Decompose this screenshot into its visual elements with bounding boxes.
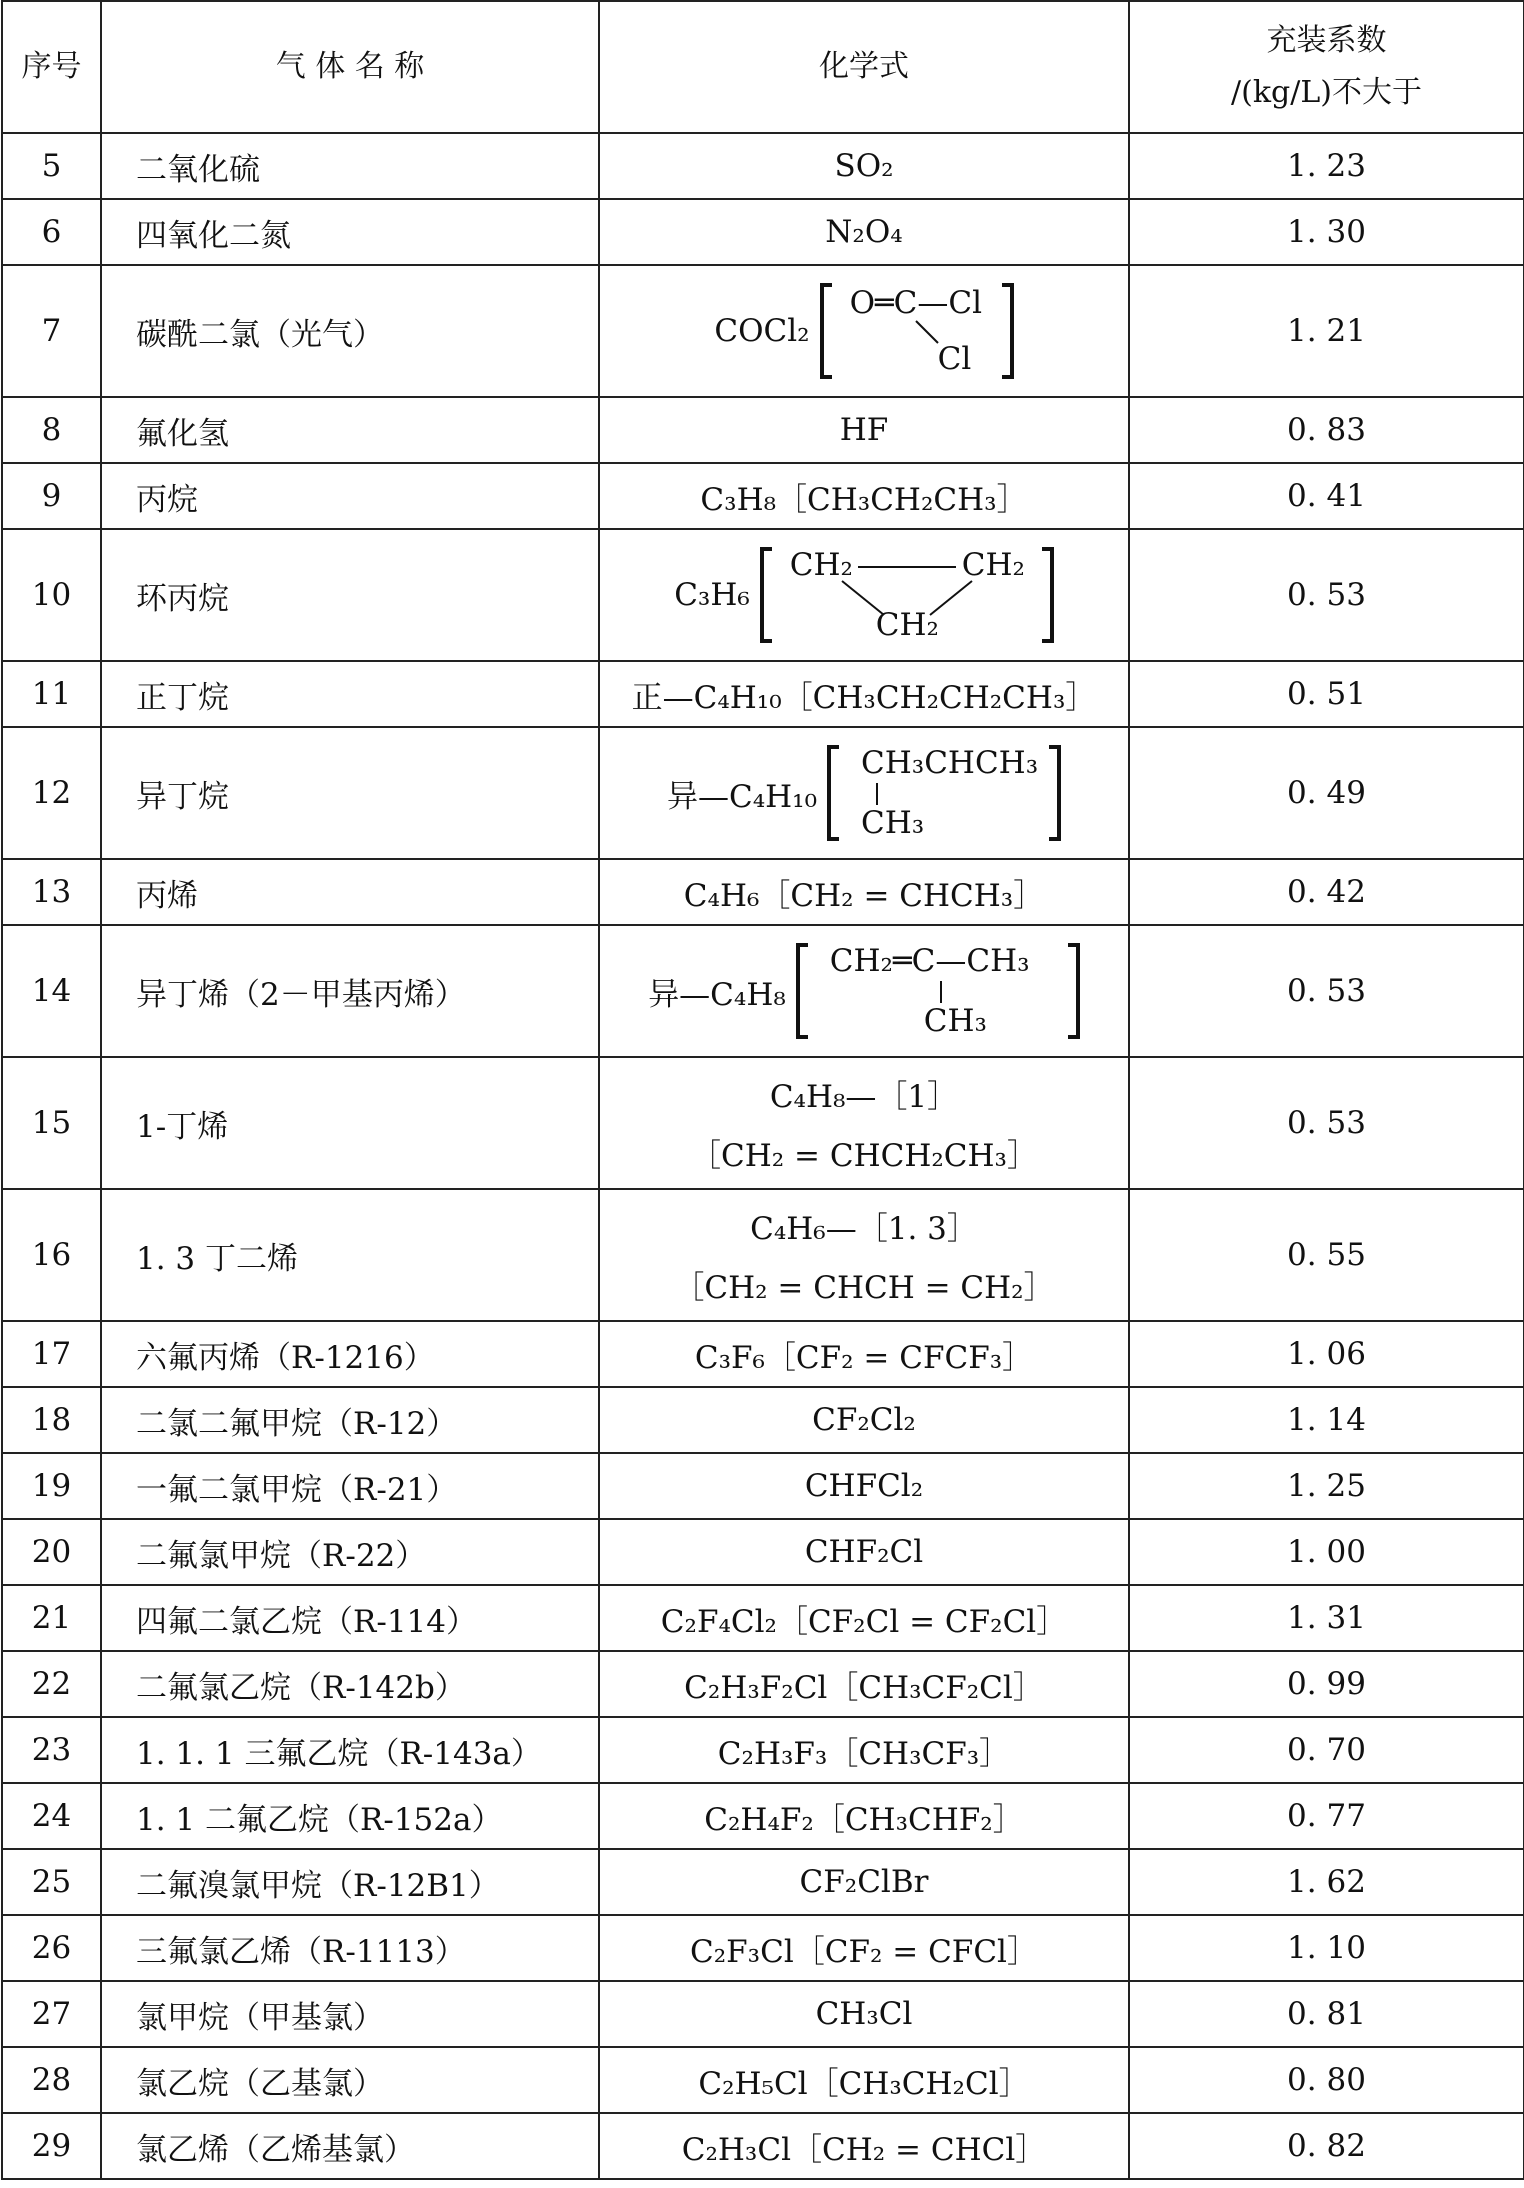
header-coefficient-line2: /(kg/L)不大于	[1231, 75, 1422, 110]
right-bracket	[1042, 547, 1054, 643]
structure-left: CH₂	[789, 547, 853, 583]
chemical-formula: C₂F₄Cl₂［CF₂Cl = CF₂Cl］	[599, 1585, 1129, 1651]
structure-top: CH₃CHCH₃	[861, 745, 1039, 781]
chemical-formula: C₂H₄F₂［CH₃CHF₂］	[599, 1783, 1129, 1849]
filling-coefficient: 0. 41	[1129, 463, 1524, 529]
chemical-formula: HF	[599, 397, 1129, 463]
row-number: 12	[2, 727, 101, 859]
filling-coefficient: 0. 49	[1129, 727, 1524, 859]
gas-name: 1. 3 丁二烯	[101, 1189, 599, 1321]
gas-name: 一氟二氯甲烷（R-21）	[101, 1453, 599, 1519]
row-number: 16	[2, 1189, 101, 1321]
filling-coefficient: 1. 06	[1129, 1321, 1524, 1387]
table-row	[2, 1519, 1524, 1585]
chemical-formula	[599, 727, 1129, 859]
table-row	[2, 1849, 1524, 1915]
chemical-formula: SO₂	[599, 133, 1129, 199]
structural-formula	[760, 545, 1054, 645]
table-row	[2, 2113, 1524, 2179]
table-row	[2, 463, 1524, 529]
row-number: 15	[2, 1057, 101, 1189]
header-no: 序号	[2, 1, 101, 133]
filling-coefficient: 0. 82	[1129, 2113, 1524, 2179]
row-number: 10	[2, 529, 101, 661]
row-number: 5	[2, 133, 101, 199]
table-row	[2, 925, 1524, 1057]
filling-coefficient: 0. 77	[1129, 1783, 1524, 1849]
bond-line	[832, 281, 1002, 381]
table-row	[2, 661, 1524, 727]
formula-line2: ［CH₂ = CHCH = CH₂］	[673, 1270, 1055, 1306]
structural-formula	[827, 743, 1061, 843]
chemical-formula: C₂H₅Cl［CH₃CH₂Cl］	[599, 2047, 1129, 2113]
gas-name: 四氧化二氮	[101, 199, 599, 265]
gas-name: 二氧化硫	[101, 133, 599, 199]
header-name: 气 体 名 称	[101, 1, 599, 133]
chemical-formula: 正—C₄H₁₀［CH₃CH₂CH₂CH₃］	[599, 661, 1129, 727]
table-row	[2, 1651, 1524, 1717]
structure-right: CH₂	[961, 547, 1025, 583]
left-bracket	[827, 745, 839, 841]
chemical-formula: CF₂ClBr	[599, 1849, 1129, 1915]
row-number: 6	[2, 199, 101, 265]
table-row	[2, 133, 1524, 199]
chemical-formula: N₂O₄	[599, 199, 1129, 265]
formula-line2: ［CH₂ = CHCH₂CH₃］	[690, 1138, 1038, 1174]
filling-coefficient: 1. 21	[1129, 265, 1524, 397]
header-coefficient	[1129, 1, 1524, 133]
structure-top: CH₂═C—CH₃	[829, 943, 1030, 979]
structural-formula	[796, 941, 1080, 1041]
gas-name: 碳酰二氯（光气）	[101, 265, 599, 397]
filling-coefficient: 0. 99	[1129, 1651, 1524, 1717]
table-row	[2, 199, 1524, 265]
chemical-formula: C₂F₃Cl［CF₂ = CFCl］	[599, 1915, 1129, 1981]
row-number: 7	[2, 265, 101, 397]
left-bracket	[820, 283, 832, 379]
gas-name: 1. 1 二氟乙烷（R-152a）	[101, 1783, 599, 1849]
gas-name: 三氟氯乙烯（R-1113）	[101, 1915, 599, 1981]
chemical-formula: C₄H₆［CH₂ = CHCH₃］	[599, 859, 1129, 925]
chemical-formula: C₂H₃F₂Cl［CH₃CF₂Cl］	[599, 1651, 1129, 1717]
chemical-formula: CF₂Cl₂	[599, 1387, 1129, 1453]
row-number: 13	[2, 859, 101, 925]
filling-coefficient: 0. 70	[1129, 1717, 1524, 1783]
gas-name: 环丙烷	[101, 529, 599, 661]
table-row	[2, 529, 1524, 661]
header-coefficient-line1: 充装系数	[1266, 23, 1387, 58]
gas-name: 异丁烯（2－甲基丙烯）	[101, 925, 599, 1057]
formula-line1: C₄H₆—［1. 3］	[750, 1211, 978, 1247]
header-formula: 化学式	[599, 1, 1129, 133]
formula-text: 异—C₄H₁₀	[666, 778, 818, 815]
row-number: 28	[2, 2047, 101, 2113]
chemical-formula	[599, 925, 1129, 1057]
table-row	[2, 859, 1524, 925]
chemical-formula	[599, 1189, 1129, 1321]
header-row	[2, 1, 1524, 133]
right-bracket	[1049, 745, 1061, 841]
filling-coefficient: 1. 31	[1129, 1585, 1524, 1651]
formula-text: C₃H₆	[674, 577, 750, 613]
table-row	[2, 397, 1524, 463]
row-number: 8	[2, 397, 101, 463]
chemical-formula: C₂H₃Cl［CH₂ = CHCl］	[599, 2113, 1129, 2179]
filling-coefficient: 0. 55	[1129, 1189, 1524, 1321]
gas-name: 氟化氢	[101, 397, 599, 463]
filling-coefficient: 0. 80	[1129, 2047, 1524, 2113]
formula-text: COCl₂	[714, 313, 810, 349]
chemical-formula: C₂H₃F₃［CH₃CF₃］	[599, 1717, 1129, 1783]
filling-coefficient: 1. 25	[1129, 1453, 1524, 1519]
table-row	[2, 727, 1524, 859]
filling-coefficient: 1. 30	[1129, 199, 1524, 265]
gas-name: 丙烯	[101, 859, 599, 925]
row-number: 25	[2, 1849, 101, 1915]
table-row	[2, 1783, 1524, 1849]
table-row	[2, 1387, 1524, 1453]
table-row	[2, 1585, 1524, 1651]
structure-bottom: CH₂	[875, 607, 939, 643]
gas-name: 氯乙烷（乙基氯）	[101, 2047, 599, 2113]
chemical-formula: CHFCl₂	[599, 1453, 1129, 1519]
row-number: 23	[2, 1717, 101, 1783]
table-row	[2, 265, 1524, 397]
row-number: 22	[2, 1651, 101, 1717]
row-number: 20	[2, 1519, 101, 1585]
filling-coefficient: 0. 81	[1129, 1981, 1524, 2047]
gas-name: 异丁烷	[101, 727, 599, 859]
filling-coefficient: 0. 42	[1129, 859, 1524, 925]
formula-text: 异—C₄H₈	[648, 976, 786, 1013]
row-number: 29	[2, 2113, 101, 2179]
gas-name: 四氟二氯乙烷（R-114）	[101, 1585, 599, 1651]
structure-top: O═C—Cl	[849, 285, 983, 321]
gas-name: 1. 1. 1 三氟乙烷（R-143a）	[101, 1717, 599, 1783]
gas-name: 1-丁烯	[101, 1057, 599, 1189]
left-bracket	[796, 943, 808, 1039]
row-number: 9	[2, 463, 101, 529]
structural-formula	[820, 281, 1014, 381]
gas-name: 丙烷	[101, 463, 599, 529]
row-number: 18	[2, 1387, 101, 1453]
filling-coefficient: 0. 83	[1129, 397, 1524, 463]
filling-coefficient: 0. 51	[1129, 661, 1524, 727]
left-bracket	[760, 547, 772, 643]
filling-coefficient: 0. 53	[1129, 529, 1524, 661]
row-number: 14	[2, 925, 101, 1057]
chemical-formula: C₃F₆［CF₂ = CFCF₃］	[599, 1321, 1129, 1387]
table-row	[2, 1981, 1524, 2047]
right-bracket	[1002, 283, 1014, 379]
chemical-formula: CH₃Cl	[599, 1981, 1129, 2047]
row-number: 21	[2, 1585, 101, 1651]
gas-name: 正丁烷	[101, 661, 599, 727]
chemical-formula	[599, 265, 1129, 397]
filling-coefficient: 1. 14	[1129, 1387, 1524, 1453]
table-row	[2, 1915, 1524, 1981]
gas-name: 氯乙烯（乙烯基氯）	[101, 2113, 599, 2179]
row-number: 24	[2, 1783, 101, 1849]
gas-name: 二氟氯甲烷（R-22）	[101, 1519, 599, 1585]
row-number: 26	[2, 1915, 101, 1981]
chemical-formula: C₃H₈［CH₃CH₂CH₃］	[599, 463, 1129, 529]
row-number: 17	[2, 1321, 101, 1387]
chemical-formula	[599, 1057, 1129, 1189]
filling-coefficient: 1. 00	[1129, 1519, 1524, 1585]
gas-name: 二氟溴氯甲烷（R-12B1）	[101, 1849, 599, 1915]
gas-name: 氯甲烷（甲基氯）	[101, 1981, 599, 2047]
filling-coefficient: 1. 23	[1129, 133, 1524, 199]
filling-coefficient: 0. 53	[1129, 1057, 1524, 1189]
structure-bottom: CH₃	[861, 805, 925, 841]
gas-name: 六氟丙烯（R-1216）	[101, 1321, 599, 1387]
gas-filling-coefficient-table	[1, 0, 1524, 2180]
structure-bottom: CH₃	[923, 1003, 987, 1039]
row-number: 27	[2, 1981, 101, 2047]
table-row	[2, 1057, 1524, 1189]
filling-coefficient: 1. 62	[1129, 1849, 1524, 1915]
chemical-formula	[599, 529, 1129, 661]
gas-name: 二氯二氟甲烷（R-12）	[101, 1387, 599, 1453]
structure-bottom: Cl	[937, 341, 972, 377]
gas-name: 二氟氯乙烷（R-142b）	[101, 1651, 599, 1717]
row-number: 19	[2, 1453, 101, 1519]
table-row	[2, 2047, 1524, 2113]
table-row	[2, 1321, 1524, 1387]
table-row	[2, 1453, 1524, 1519]
filling-coefficient: 1. 10	[1129, 1915, 1524, 1981]
table-row	[2, 1717, 1524, 1783]
filling-coefficient: 0. 53	[1129, 925, 1524, 1057]
chemical-formula: CHF₂Cl	[599, 1519, 1129, 1585]
formula-line1: C₄H₈—［1］	[769, 1079, 959, 1115]
table-row	[2, 1189, 1524, 1321]
right-bracket	[1068, 943, 1080, 1039]
row-number: 11	[2, 661, 101, 727]
